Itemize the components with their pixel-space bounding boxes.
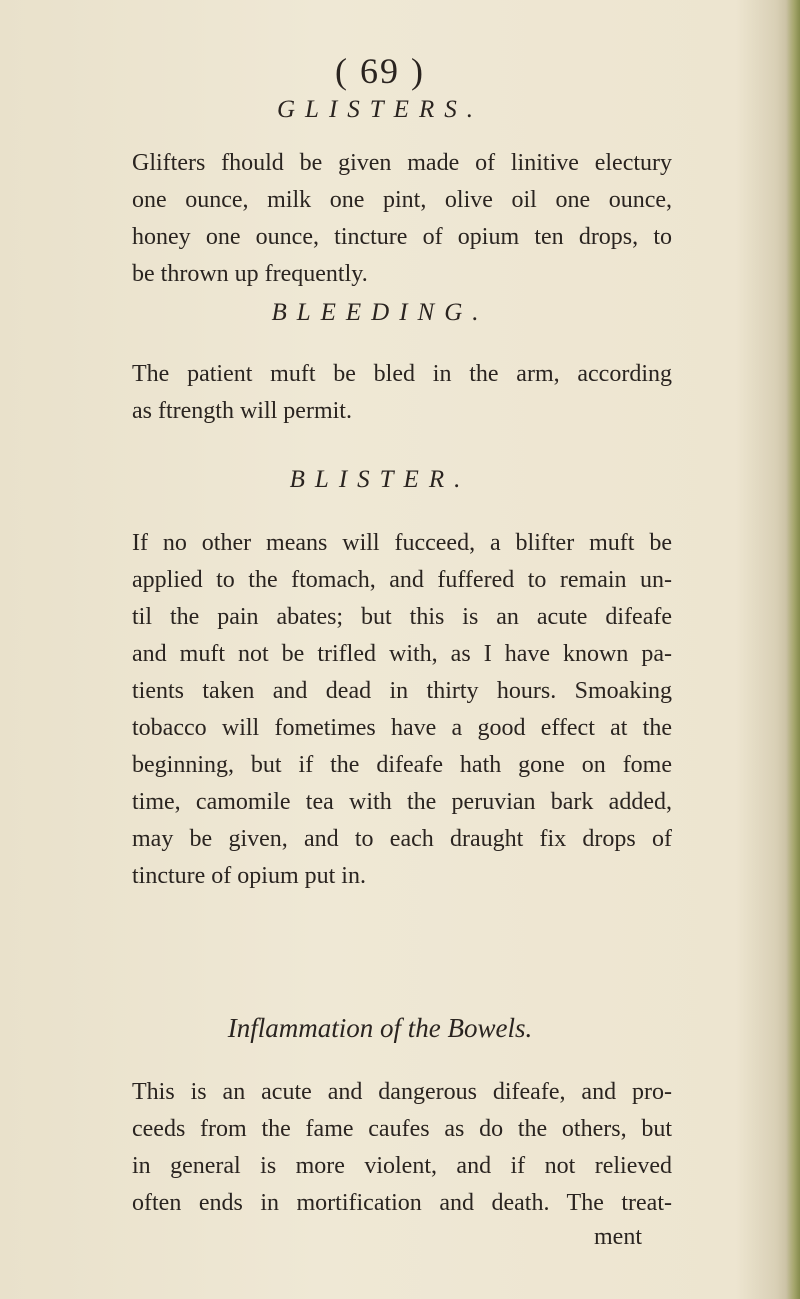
text-line: The patient muft be bled in the arm, according — [132, 361, 672, 387]
text-line: This is an acute and dangerous difeafe, and pro- — [132, 1079, 672, 1105]
text-line: and muft not be trifled with, as I have known pa- — [132, 641, 672, 667]
text-line: honey one ounce, tincture of opium ten drops, to — [132, 224, 672, 250]
page-number: ( 69 ) — [335, 51, 425, 91]
text-line: be thrown up frequently. — [132, 261, 368, 287]
catchword: ment — [594, 1224, 642, 1250]
section-heading-inflammation: Inflammation of the Bowels. — [227, 1013, 533, 1043]
text-line: tincture of opium put in. — [132, 863, 366, 889]
text-line: tobacco will fometimes have a good effect at the — [132, 715, 672, 741]
paragraph-glisters — [132, 145, 672, 293]
paragraph-inflammation — [132, 1074, 672, 1222]
text-line: ceeds from the fame caufes as do the others, but — [132, 1116, 672, 1142]
section-heading-glisters: GLISTERS. — [277, 96, 483, 123]
text-line: beginning, but if the difeafe hath gone on fome — [132, 752, 672, 778]
text-line: often ends in mortification and death. The treat- — [132, 1190, 672, 1216]
text-line: may be given, and to each draught fix drops of — [132, 826, 672, 852]
section-heading-blister: BLISTER. — [289, 466, 471, 493]
text-line: in general is more violent, and if not relieved — [132, 1153, 672, 1179]
text-line: as ftrength will permit. — [132, 398, 352, 424]
text-line: If no other means will fucceed, a blifter muft be — [132, 530, 672, 556]
text-line: til the pain abates; but this is an acute difeafe — [132, 604, 672, 630]
section-heading-bleeding: BLEEDING. — [271, 299, 489, 326]
text-line: applied to the ftomach, and fuffered to remain un- — [132, 567, 672, 593]
text-line: time, camomile tea with the peruvian bark added, — [132, 789, 672, 815]
text-line: tients taken and dead in thirty hours. Smoaking — [132, 678, 672, 704]
paragraph-blister — [132, 525, 672, 895]
text-line: one ounce, milk one pint, olive oil one ounce, — [132, 187, 672, 213]
page-edge-shadow — [786, 0, 800, 1299]
paragraph-bleeding — [132, 356, 672, 430]
text-line: Glifters fhould be given made of linitive electury — [132, 150, 672, 176]
